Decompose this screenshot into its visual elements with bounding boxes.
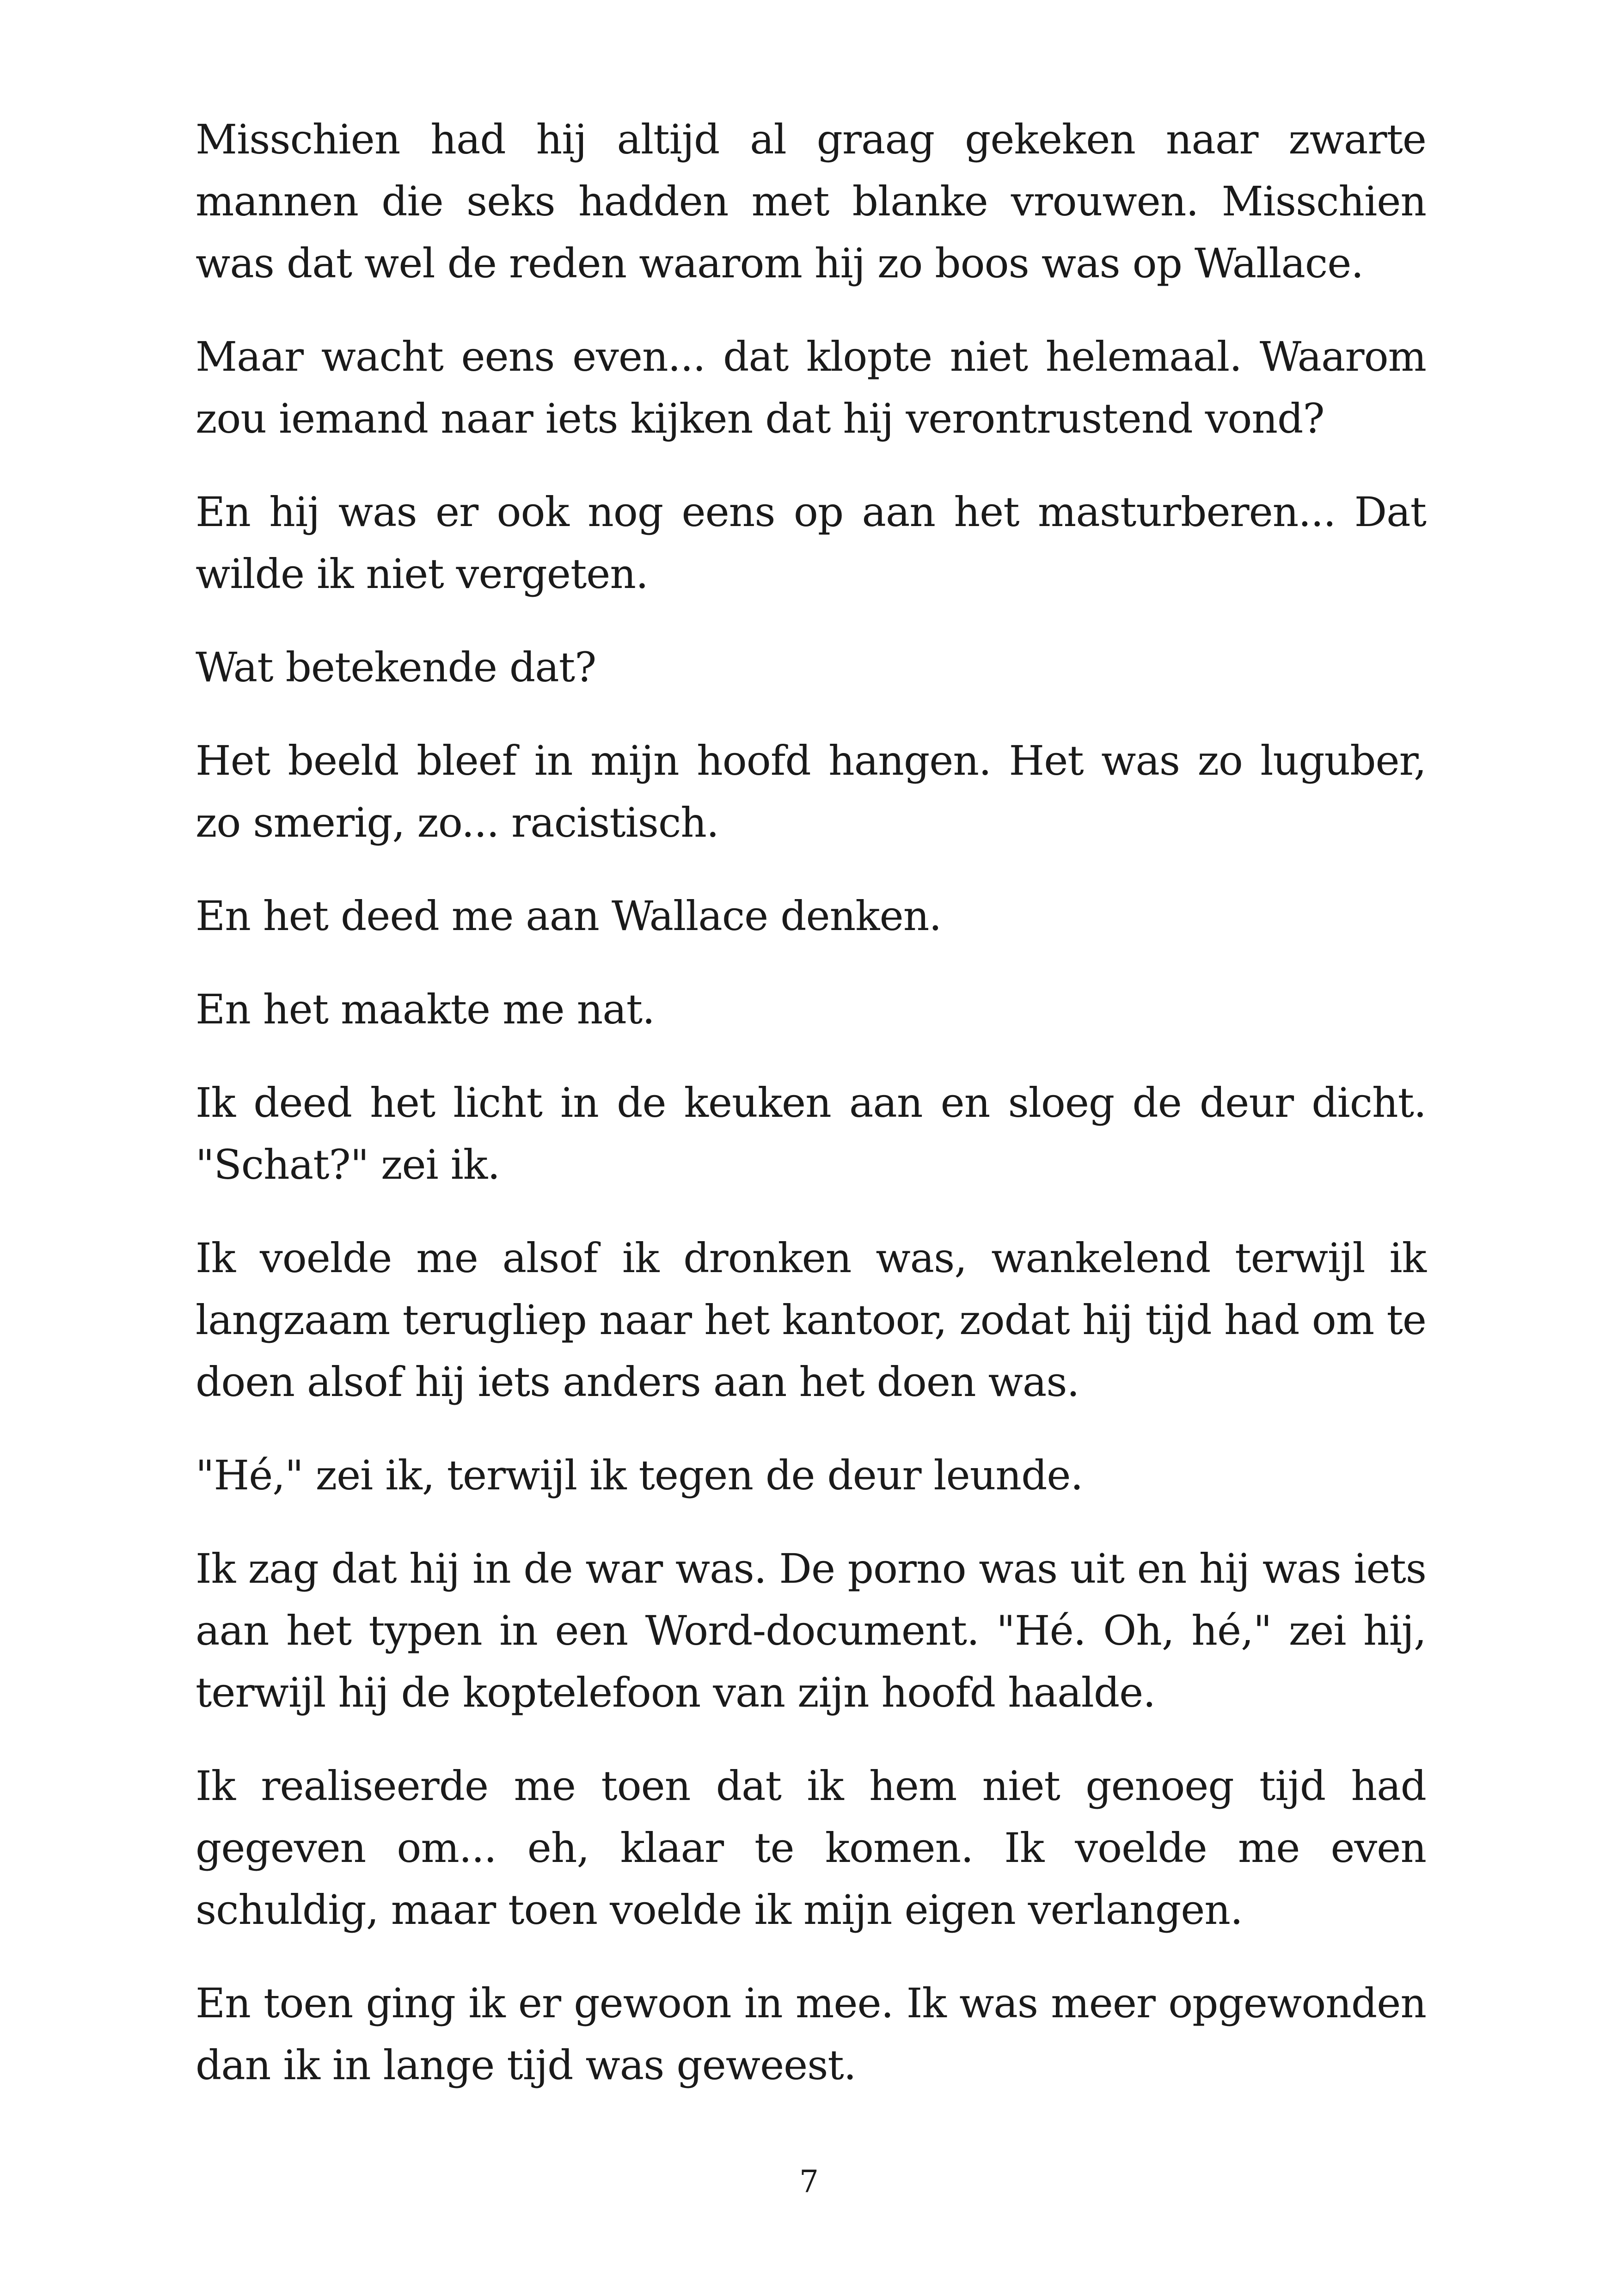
paragraph: En het deed me aan Wallace denken. [196, 892, 942, 940]
paragraph: Ik zag dat hij in de war was. De porno was uit en hij was iets aan het typen in een Word-document. "Hé. Oh, hé," zei hij, terwijl hij de koptelefoon van zijn hoofd haalde. [196, 1545, 1426, 1716]
page-number: 7 [799, 2164, 819, 2199]
paragraph: Wat betekende dat? [196, 643, 596, 691]
paragraph: Ik voelde me alsof ik dronken was, wankelend terwijl ik langzaam terugliep naar het kantoor, zodat hij tijd had om te doen alsof hij iets anders aan het doen was. [196, 1234, 1426, 1406]
paragraph: Het beeld bleef in mijn hoofd hangen. Het was zo luguber, zo smerig, zo... racistisch. [196, 737, 1426, 846]
paragraph: Maar wacht eens even... dat klopte niet helemaal. Waarom zou iemand naar iets kijken dat hij verontrustend vond? [196, 333, 1426, 442]
body-text [196, 109, 1426, 2128]
paragraph: "Hé," zei ik, terwijl ik tegen de deur leunde. [196, 1451, 1083, 1499]
paragraph: Ik deed het licht in de keuken aan en sloeg de deur dicht. "Schat?" zei ik. [196, 1079, 1426, 1188]
paragraph: En het maakte me nat. [196, 986, 655, 1033]
paragraph: En toen ging ik er gewoon in mee. Ik was meer opgewonden dan ik in lange tijd was geweest. [196, 1979, 1426, 2089]
paragraph: En hij was er ook nog eens op aan het masturberen... Dat wilde ik niet vergeten. [196, 488, 1426, 598]
paragraph: Ik realiseerde me toen dat ik hem niet genoeg tijd had gegeven om... eh, klaar te komen. Ik voelde me even schuldig, maar toen voelde ik mijn eigen verlangen. [196, 1762, 1426, 1934]
paragraph: Misschien had hij altijd al graag gekeken naar zwarte mannen die seks hadden met blanke vrouwen. Misschien was dat wel de reden waarom hij zo boos was op Wallace. [196, 116, 1426, 287]
